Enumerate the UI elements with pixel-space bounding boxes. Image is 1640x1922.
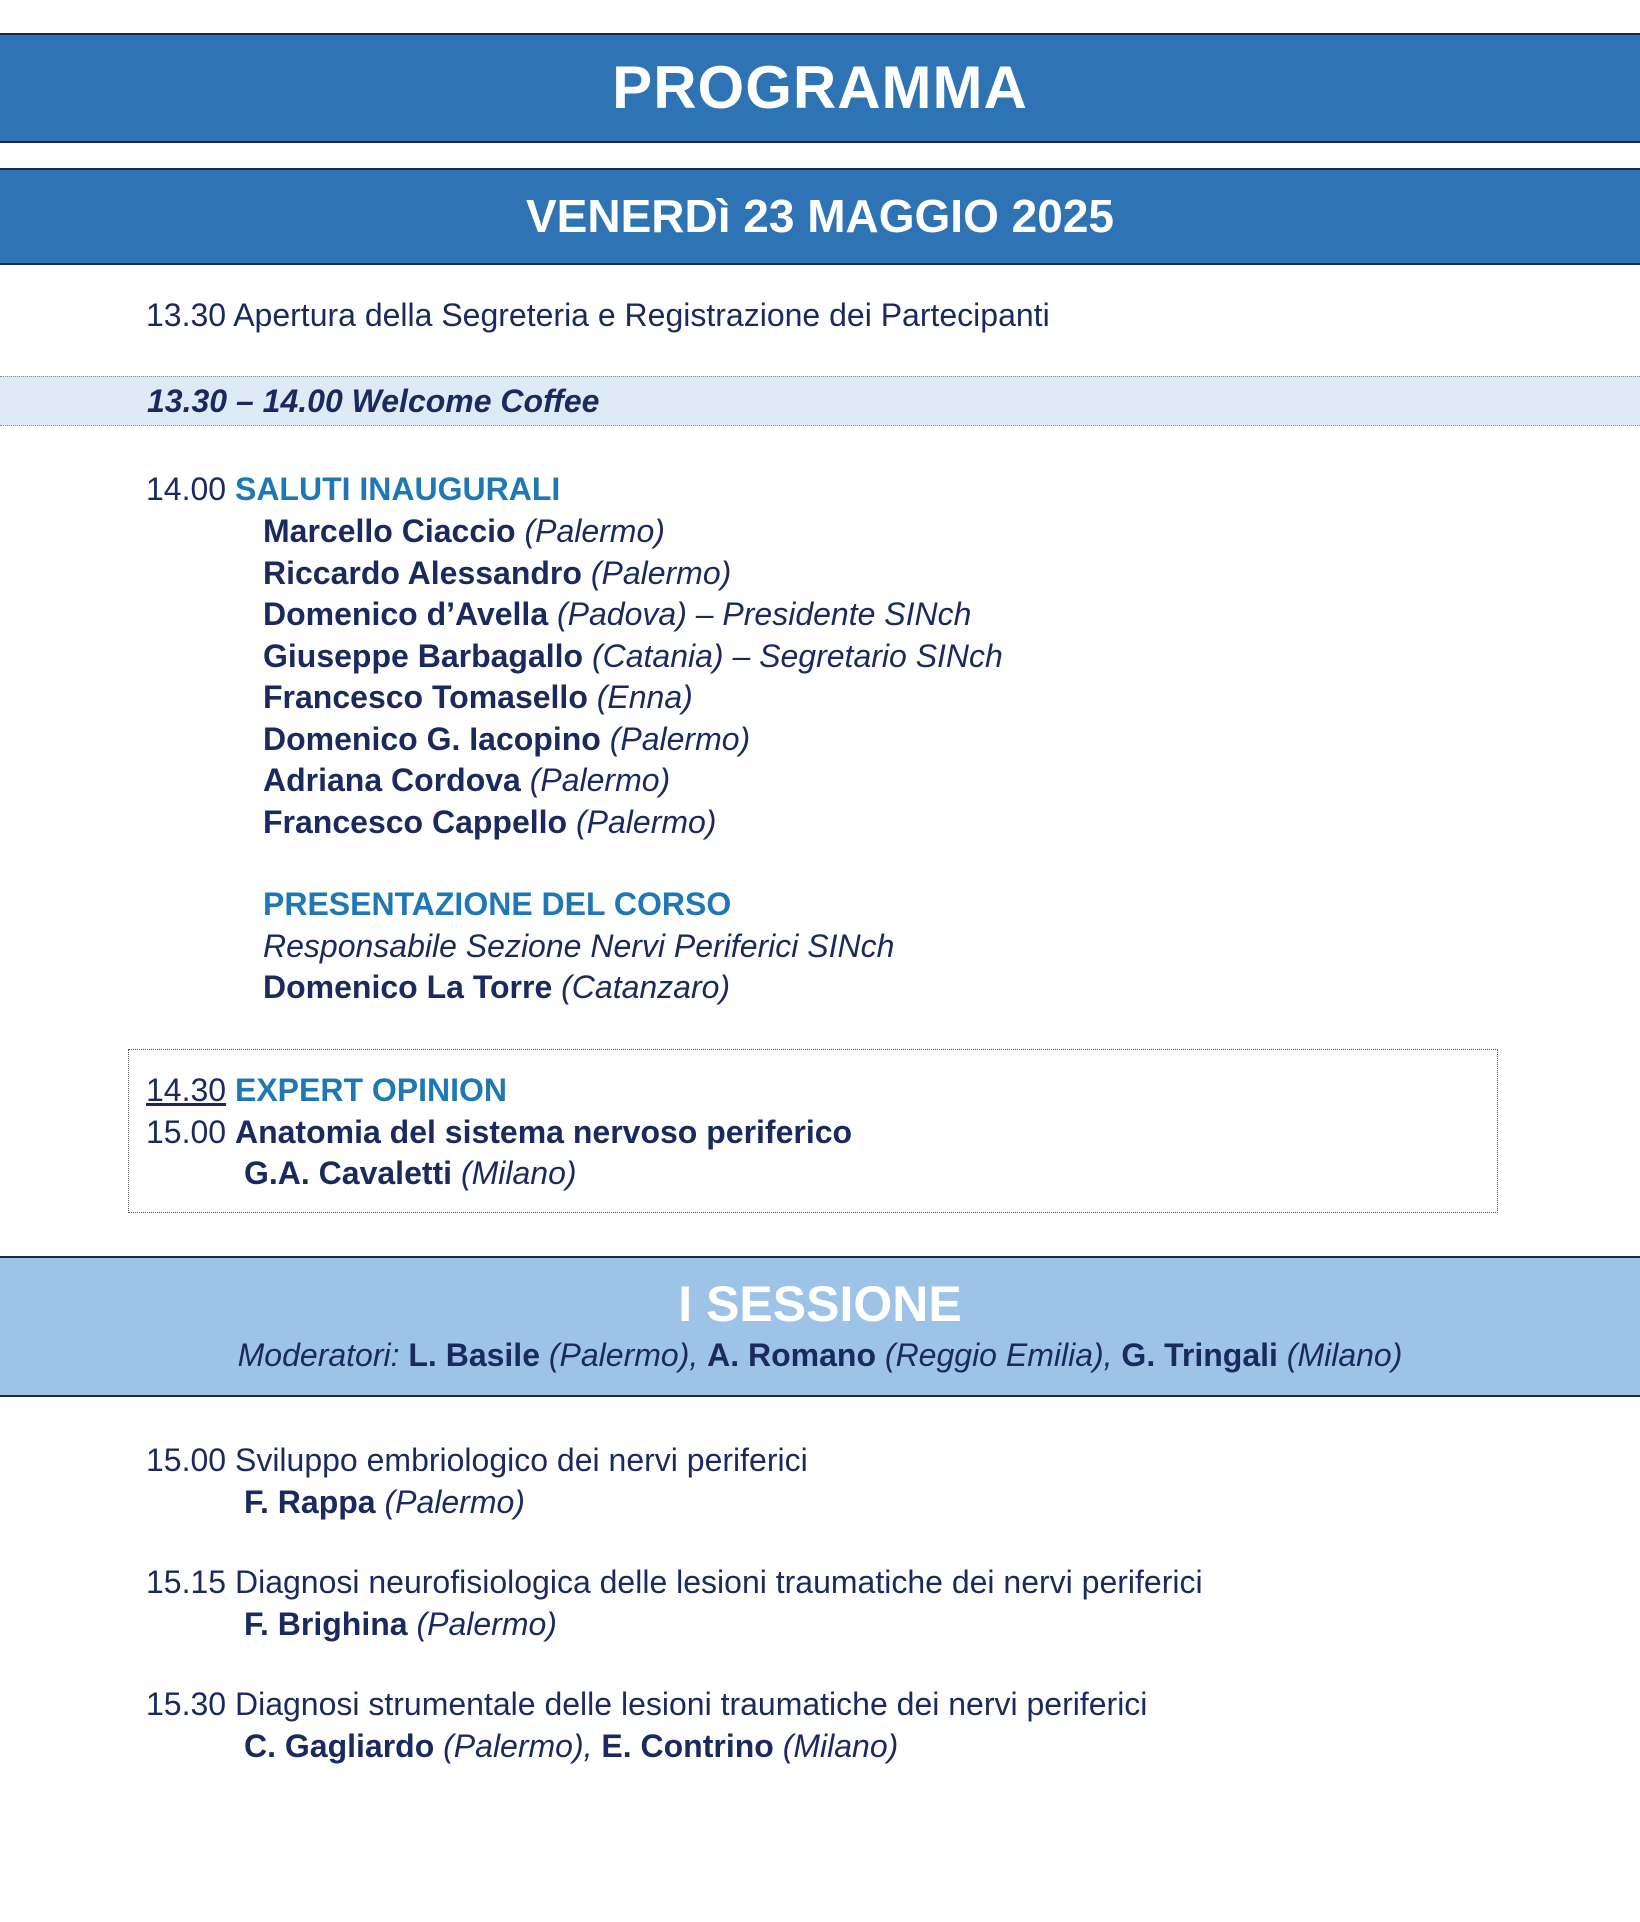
talk-time: 15.30: [146, 1686, 227, 1722]
talk-title: Diagnosi neurofisiologica delle lesioni traumatiche dei nervi periferici: [234, 1564, 1203, 1600]
registration-row: [146, 295, 1050, 335]
moderator-info: (Milano): [1286, 1337, 1403, 1373]
coffee-break-bar: [0, 376, 1640, 426]
talk-speaker-name: F. Rappa: [244, 1484, 376, 1520]
presentation-speaker-name: Domenico La Torre: [263, 969, 553, 1005]
speaker-info: (Palermo): [575, 804, 717, 840]
talk-speaker-info: (Palermo),: [443, 1728, 593, 1764]
moderator-info: (Palermo),: [548, 1337, 699, 1373]
speaker-row: [263, 594, 971, 634]
talk-speaker-row: [244, 1604, 557, 1644]
talk-row: [146, 1684, 1147, 1724]
moderators-label: Moderatori:: [237, 1337, 400, 1373]
moderator-info: (Reggio Emilia),: [884, 1337, 1113, 1373]
talk-speaker-info: (Palermo): [384, 1484, 525, 1520]
talk-row: [146, 1562, 1203, 1602]
saluti-heading-row: [146, 469, 560, 509]
coffee-break-text: 13.30 – 14.00 Welcome Coffee: [147, 383, 600, 419]
day-banner: [0, 168, 1640, 265]
speaker-row: [263, 511, 665, 551]
speaker-info: (Enna): [596, 679, 693, 715]
talk-row: [146, 1440, 808, 1480]
program-title: PROGRAMMA: [612, 54, 1028, 121]
moderator-name: G. Tringali: [1121, 1337, 1278, 1373]
speaker-info: (Palermo): [590, 555, 732, 591]
talk-speaker-info: (Milano): [782, 1728, 899, 1764]
speaker-name: Domenico d’Avella: [263, 596, 549, 632]
speaker-name: Francesco Cappello: [263, 804, 568, 840]
saluti-time: 14.00: [146, 471, 227, 507]
talk-time: 15.00: [146, 1442, 227, 1478]
speaker-name: Francesco Tomasello: [263, 679, 588, 715]
speaker-name: Riccardo Alessandro: [263, 555, 582, 591]
expert-topic-row: [146, 1112, 852, 1152]
saluti-title: SALUTI INAUGURALI: [234, 471, 561, 507]
expert-time-end: 15.00: [146, 1114, 227, 1150]
talk-speaker-name: F. Brighina: [244, 1606, 408, 1642]
presentation-speaker-info: (Catanzaro): [561, 969, 731, 1005]
presentation-speaker-row: [263, 967, 730, 1007]
expert-title: EXPERT OPINION: [234, 1072, 508, 1108]
speaker-row: [263, 553, 731, 593]
day-title: VENERDì 23 MAGGIO 2025: [526, 190, 1114, 242]
speaker-info: (Padova) – Presidente SINch: [557, 596, 972, 632]
expert-speaker-row: [244, 1153, 577, 1193]
program-title-banner: [0, 33, 1640, 143]
expert-speaker-name: G.A. Cavaletti: [244, 1155, 453, 1191]
expert-topic: Anatomia del sistema nervoso periferico: [234, 1114, 853, 1150]
speaker-row: [263, 719, 750, 759]
moderator-name: L. Basile: [408, 1337, 540, 1373]
speaker-row: [263, 636, 1003, 676]
moderator-name: A. Romano: [707, 1337, 877, 1373]
talk-speaker-row: [244, 1726, 898, 1766]
speaker-row: [263, 802, 716, 842]
speaker-row: [263, 760, 670, 800]
talk-speaker-row: [244, 1482, 525, 1522]
talk-speaker-name: C. Gagliardo: [244, 1728, 435, 1764]
speaker-info: (Catania) – Segretario SINch: [591, 638, 1003, 674]
expert-time-start: 14.30: [146, 1072, 227, 1108]
speaker-name: Domenico G. Iacopino: [263, 721, 601, 757]
talk-time: 15.15: [146, 1564, 227, 1600]
speaker-info: (Palermo): [529, 762, 671, 798]
talk-speaker-info: (Palermo): [416, 1606, 557, 1642]
talk-title: Sviluppo embriologico dei nervi periferici: [234, 1442, 808, 1478]
registration-text: Apertura della Segreteria e Registrazione dei Partecipanti: [233, 297, 1050, 333]
talk-speaker-name: E. Contrino: [601, 1728, 774, 1764]
speaker-info: (Palermo): [524, 513, 665, 549]
session-banner: [0, 1256, 1640, 1397]
speaker-name: Adriana Cordova: [263, 762, 521, 798]
presentation-role: Responsabile Sezione Nervi Periferici SINch: [263, 928, 895, 964]
expert-heading-row: [146, 1070, 507, 1110]
speaker-info: (Palermo): [609, 721, 751, 757]
speaker-name: Giuseppe Barbagallo: [263, 638, 584, 674]
session-title: I SESSIONE: [678, 1276, 962, 1332]
speaker-name: Marcello Ciaccio: [263, 513, 516, 549]
expert-speaker-info: (Milano): [460, 1155, 577, 1191]
session-moderators: [0, 1334, 1640, 1376]
speaker-row: [263, 677, 693, 717]
talk-title: Diagnosi strumentale delle lesioni traumatiche dei nervi periferici: [234, 1686, 1148, 1722]
registration-time: 13.30: [146, 297, 227, 333]
presentation-title: PRESENTAZIONE DEL CORSO: [263, 886, 732, 922]
